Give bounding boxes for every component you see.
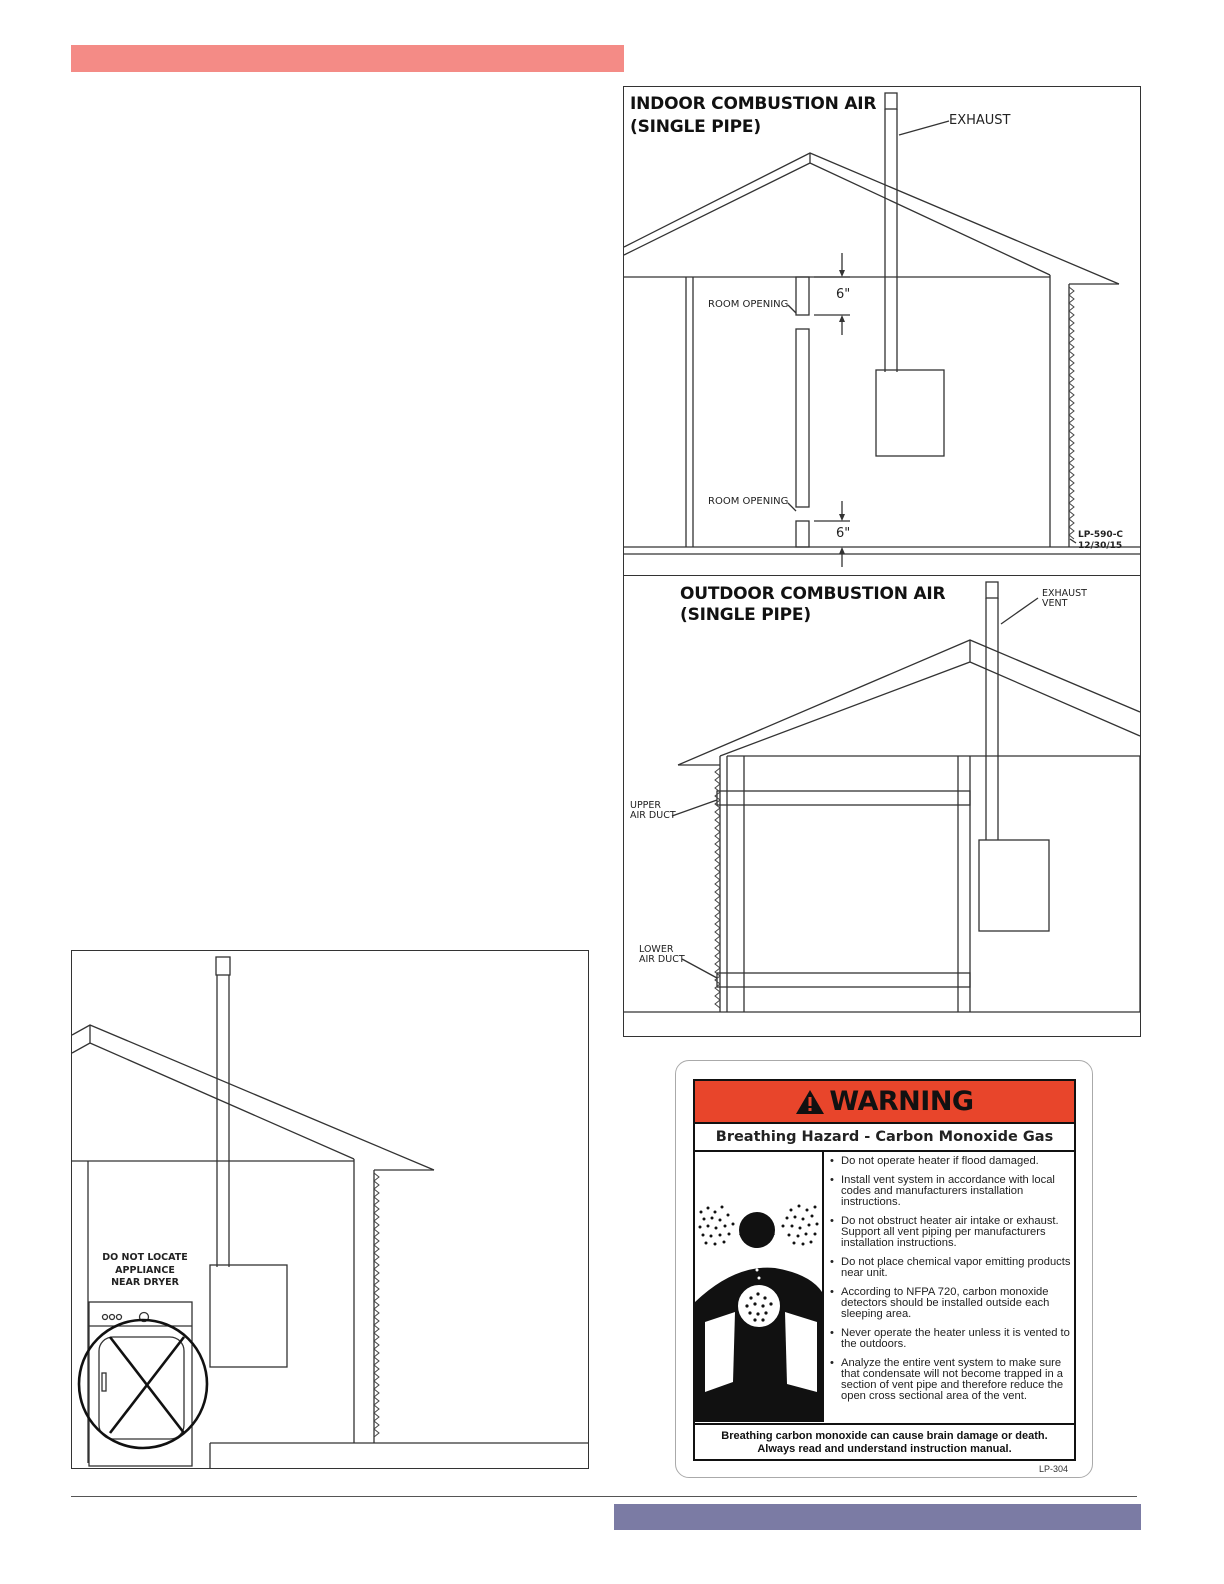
footer-bar <box>614 1504 1141 1530</box>
room-opening-lower-label: ROOM OPENING <box>708 496 789 507</box>
warning-label-border <box>693 1079 1076 1461</box>
footer-rule <box>71 1496 1137 1497</box>
header-bar <box>71 45 624 72</box>
list-item: • Do not place chemical vapor emitting products near unit. <box>828 1257 1073 1279</box>
list-item: • Do not obstruct heater air intake or exhaust. Support all vent piping per manufacturers installation instructions. <box>828 1216 1073 1249</box>
lower-duct-line1: LOWER <box>639 944 674 955</box>
lower-air-duct-label <box>639 945 685 965</box>
indoor-house-drawing <box>624 87 1140 575</box>
warning-instructions-list <box>828 1156 1073 1410</box>
dryer-note <box>94 1252 196 1290</box>
exhaust-label: EXHAUST <box>949 113 1011 128</box>
upper-air-duct-label <box>630 801 676 821</box>
dryer-note-line3: NEAR DRYER <box>111 1277 179 1288</box>
list-item: • Never operate the heater unless it is vented to the outdoors. <box>828 1328 1073 1350</box>
list-item: • Do not operate heater if flood damaged. <box>828 1156 1073 1167</box>
dryer-note-line2: APPLIANCE <box>115 1264 175 1276</box>
warning-footer-line1: Breathing carbon monoxide can cause brain damage or death. <box>721 1430 1048 1442</box>
exhaust-vent-line1: EXHAUST <box>1042 588 1087 599</box>
outdoor-title-line2: (SINGLE PIPE) <box>680 605 811 625</box>
dryer-house-drawing <box>72 951 588 1468</box>
upper-duct-line2: AIR DUCT <box>630 810 676 821</box>
warning-header <box>695 1081 1074 1124</box>
upper-duct-line1: UPPER <box>630 800 662 811</box>
indoor-combustion-figure <box>623 86 1141 576</box>
lower-duct-line2: AIR DUCT <box>639 954 685 965</box>
person-breathing-gas-icon <box>695 1152 822 1422</box>
warning-footer <box>695 1423 1074 1461</box>
dryer-note-line1: DO NOT LOCATE <box>102 1252 188 1263</box>
warning-footer-line2: Always read and understand instruction manual. <box>757 1443 1012 1455</box>
warning-subheader <box>695 1124 1074 1152</box>
outdoor-title-line1: OUTDOOR COMBUSTION AIR <box>680 584 946 604</box>
dryer-warning-figure <box>71 950 589 1469</box>
exhaust-vent-label <box>1042 589 1087 609</box>
warning-title: WARNING <box>829 1086 974 1117</box>
warning-triangle-icon <box>795 1089 825 1115</box>
exhaust-vent-line2: VENT <box>1042 598 1068 609</box>
indoor-title-line1: INDOOR COMBUSTION AIR <box>630 94 877 114</box>
indoor-title-line2: (SINGLE PIPE) <box>630 117 761 137</box>
carbon-monoxide-pictogram <box>695 1152 824 1422</box>
outdoor-house-drawing <box>624 576 1140 1036</box>
warning-subtitle: Breathing Hazard - Carbon Monoxide Gas <box>715 1129 1054 1145</box>
dimension-lower-label: 6" <box>836 526 851 541</box>
dimension-upper-label: 6" <box>836 287 851 302</box>
warning-label-code: LP-304 <box>1038 1464 1068 1474</box>
list-item: • According to NFPA 720, carbon monoxide detectors should be installed outside each sleeping area. <box>828 1287 1073 1320</box>
indoor-figure-date: 12/30/15 <box>1078 541 1123 551</box>
list-item: • Analyze the entire vent system to make sure that condensate will not become trapped in a section of vent pipe and therefore reduce the open cross sectional area of the vent. <box>828 1358 1073 1402</box>
warning-label <box>675 1060 1093 1478</box>
room-opening-upper-label: ROOM OPENING <box>708 299 789 310</box>
indoor-figure-code: LP-590-C <box>1078 530 1124 540</box>
list-item: • Install vent system in accordance with local codes and manufacturers installation instructions. <box>828 1175 1073 1208</box>
outdoor-combustion-figure <box>623 575 1141 1037</box>
